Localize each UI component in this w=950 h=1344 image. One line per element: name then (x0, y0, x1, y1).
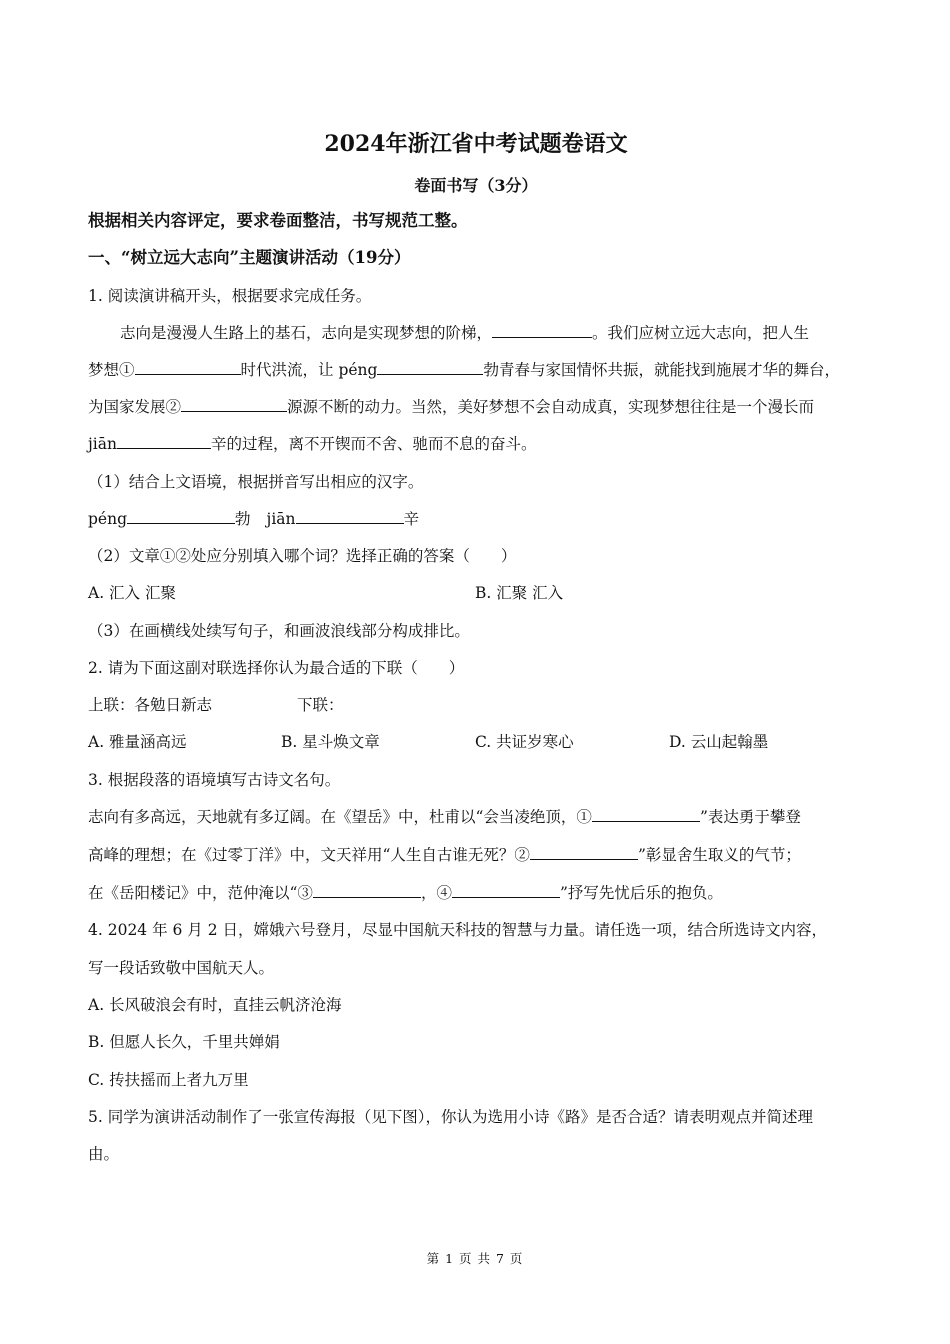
option-c[interactable]: C. 共证岁寒心 (475, 733, 574, 751)
answer-blank-1[interactable] (592, 806, 700, 822)
answer-blank-jian[interactable] (117, 433, 211, 449)
q3-text: ”彰显舍生取义的气节； (637, 846, 801, 864)
answer-blank-peng-char[interactable] (127, 508, 235, 524)
q3-text: 在《岳阳楼记》中，范仲淹以“③ (88, 884, 313, 902)
passage-text: jiān (88, 435, 117, 453)
q1-stem: 1. 阅读演讲稿开头，根据要求完成任务。 (88, 287, 372, 305)
q3-line-2 (88, 844, 801, 866)
q2-stem: 2. 请为下面这副对联选择你认为最合适的下联（ ） (88, 659, 465, 677)
section-heading-handwriting: 卷面书写（3分） (414, 176, 538, 195)
q3-stem: 3. 根据段落的语境填写古诗文名句。 (88, 771, 341, 789)
passage-text: 志向是漫漫人生路上的基石，志向是实现梦想的阶梯， (120, 324, 493, 342)
passage-text: 源源不断的动力。当然，美好梦想不会自动成真，实现梦想往往是一个漫长而 (287, 398, 815, 416)
answer-blank-3[interactable] (313, 882, 421, 898)
q1-sub1-answers (88, 508, 419, 530)
char: 勃 (235, 510, 251, 528)
q3-line-3 (88, 882, 723, 904)
q1-passage-line-3 (88, 396, 814, 418)
q4-option-a[interactable]: A. 长风破浪会有时，直挂云帆济沧海 (88, 996, 342, 1014)
option-a[interactable]: A. 雅量涵高远 (88, 733, 187, 751)
answer-blank-peng[interactable] (377, 359, 483, 375)
lower-couplet: 下联： (297, 696, 344, 714)
q3-text: ”表达勇于攀登 (699, 808, 801, 826)
page-footer: 第 1 页 共 7 页 (426, 1251, 524, 1266)
passage-text: 梦想① (88, 361, 135, 379)
passage-text: 辛的过程，离不开锲而不舍、驰而不息的奋斗。 (211, 435, 537, 453)
q1-passage-line-4 (88, 433, 537, 455)
q3-text: 高峰的理想；在《过零丁洋》中，文天祥用“人生自古谁无死？② (88, 846, 530, 864)
pinyin: jiān (266, 510, 296, 528)
passage-text: 。我们应树立远大志向，把人生 (592, 324, 810, 342)
q3-line-1 (88, 806, 801, 828)
q4-option-b[interactable]: B. 但愿人长久，千里共婵娟 (88, 1033, 280, 1051)
q3-text: ，④ (420, 884, 452, 902)
q4-option-c[interactable]: C. 抟扶摇而上者九万里 (88, 1071, 249, 1089)
option-a[interactable]: A. 汇入 汇聚 (88, 584, 176, 602)
q4-line-2: 写一段话致敬中国航天人。 (88, 959, 275, 977)
answer-blank-jian-char[interactable] (296, 508, 404, 524)
q1-sub2: （2）文章①②处应分别填入哪个词？选择正确的答案（ ） (88, 547, 517, 565)
option-b[interactable]: B. 星斗焕文章 (281, 733, 380, 751)
answer-blank-4[interactable] (452, 882, 560, 898)
page-title: 2024年浙江省中考试题卷语文 (324, 131, 628, 157)
answer-blank-2[interactable] (181, 396, 287, 412)
handwriting-instruction: 根据相关内容评定，要求卷面整洁，书写规范工整。 (88, 211, 468, 230)
q1-passage-line-1 (88, 322, 809, 344)
q1-sub3: （3）在画横线处续写句子，和画波浪线部分构成排比。 (88, 622, 470, 640)
passage-text: 时代洪流，让 péng (240, 361, 378, 379)
char: 辛 (403, 510, 420, 528)
q5-line-1: 5. 同学为演讲活动制作了一张宣传海报（见下图），你认为选用小诗《路》是否合适？请表明观点并简述理 (88, 1108, 813, 1126)
q1-sub1: （1）结合上文语境，根据拼音写出相应的汉字。 (88, 473, 424, 491)
q3-text: ”抒写先忧后乐的抱负。 (559, 884, 723, 902)
answer-blank-1[interactable] (135, 359, 241, 375)
q1-passage-line-2 (88, 359, 840, 381)
q4-line-1: 4. 2024 年 6 月 2 日，嫦娥六号登月，尽显中国航天科技的智慧与力量。请任选一项，结合所选诗文内容， (88, 921, 828, 939)
option-d[interactable]: D. 云山起翰墨 (669, 733, 769, 751)
passage-text: 为国家发展② (88, 398, 182, 416)
passage-text: 勃青春与家国情怀共振，就能找到施展才华的舞台， (483, 361, 840, 379)
upper-couplet: 上联：各勉日新志 (88, 696, 213, 714)
option-b[interactable]: B. 汇聚 汇入 (475, 584, 564, 602)
pinyin: péng (88, 510, 127, 528)
section-heading-1: 一、“树立远大志向”主题演讲活动（19分） (88, 248, 411, 267)
answer-blank-2[interactable] (530, 844, 638, 860)
q3-text: 志向有多高远，天地就有多辽阔。在《望岳》中，杜甫以“会当凌绝顶，① (88, 808, 592, 826)
answer-blank[interactable] (492, 322, 592, 338)
q5-line-2: 由。 (88, 1145, 120, 1163)
